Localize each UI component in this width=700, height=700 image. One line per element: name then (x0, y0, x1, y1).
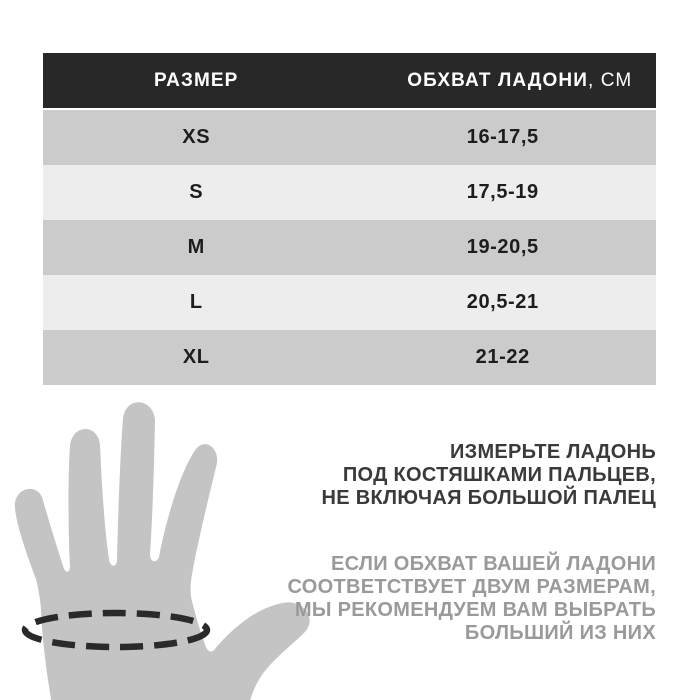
note-line: ЕСЛИ ОБХВАТ ВАШЕЙ ЛАДОНИ (331, 553, 656, 575)
size-cell: S (189, 181, 204, 203)
hand-silhouette-icon (0, 395, 330, 700)
table-row (43, 110, 656, 165)
hand-shape (15, 402, 310, 700)
table-row (43, 330, 656, 385)
note-line: МЫ РЕКОМЕНДУЕМ ВАМ ВЫБРАТЬ (294, 599, 656, 621)
range-cell: 19-20,5 (466, 236, 539, 258)
table-header-row (43, 53, 656, 108)
range-cell: 21-22 (475, 346, 530, 368)
measure-instruction-note (322, 441, 657, 510)
size-cell: XS (182, 126, 211, 148)
size-recommendation-note (288, 553, 656, 645)
header-circumference-label (350, 53, 657, 108)
note-line: СООТВЕТСТВУЕТ ДВУМ РАЗМЕРАМ, (287, 576, 656, 598)
note-line: НЕ ВКЛЮЧАЯ БОЛЬШОЙ ПАЛЕЦ (321, 487, 656, 509)
header-size-label: РАЗМЕР (154, 69, 239, 91)
size-cell: L (189, 291, 203, 313)
size-table (43, 53, 656, 385)
size-cell: M (187, 236, 205, 258)
header-unit-label: , СМ (588, 69, 633, 91)
range-cell: 20,5-21 (466, 291, 539, 313)
table-body (43, 110, 656, 385)
size-cell: XL (182, 346, 210, 368)
note-line: ИЗМЕРЬТЕ ЛАДОНЬ (449, 441, 656, 463)
table-row (43, 275, 656, 330)
table-row (43, 165, 656, 220)
table-row (43, 220, 656, 275)
note-line: ПОД КОСТЯШКАМИ ПАЛЬЦЕВ, (342, 464, 656, 486)
header-circumference-text: ОБХВАТ ЛАДОНИ (407, 69, 589, 91)
range-cell: 16-17,5 (466, 126, 539, 148)
range-cell: 17,5-19 (466, 181, 539, 203)
note-line: БОЛЬШИЙ ИЗ НИХ (464, 622, 656, 644)
